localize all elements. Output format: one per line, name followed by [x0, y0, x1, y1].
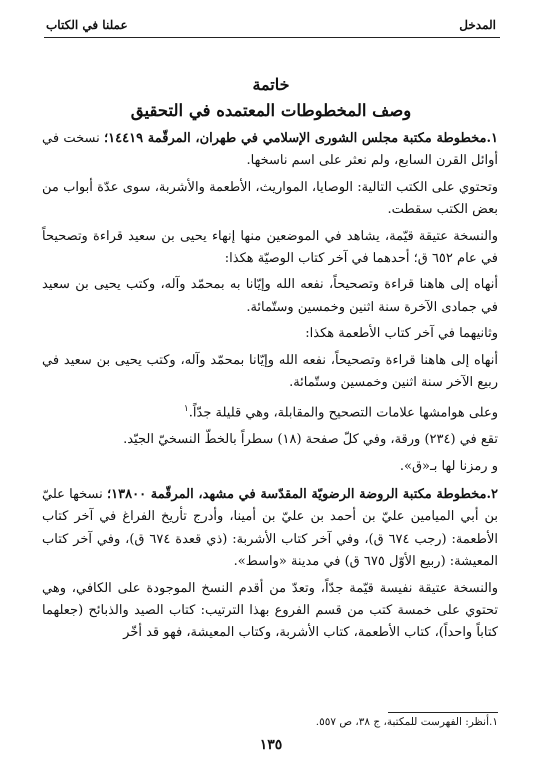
section1-description: والنسخة عتيقة قيّمة، يشاهد في الموضعين منها إنهاء يحيى بن سعيد قراءة وتصحيحاً في عام ٦٥٢ ق؛ أحدهما في آخر كتاب الوصيّة هكذا: — [42, 228, 498, 267]
section1-quote-1: أنهاه إلى هاهنا قراءة وتصحيحاً، نفعه الله وإيّانا به بمحمّد وآله، وكتب يحيى بن سعيد في جمادى الآخرة سنة اثنين وخمسين وستّمائة. — [42, 277, 498, 315]
header-rule — [44, 37, 500, 38]
footnote-rule — [388, 712, 498, 713]
section1-heading-paragraph — [42, 128, 498, 173]
running-header-section: المدخل — [459, 18, 496, 32]
section1-margins-paragraph — [42, 398, 498, 425]
section1-contents: وتحتوي على الكتب التالية: الوصايا، المواريث، الأطعمة والأشربة، سوى عدّة أبواب من بعض الكتب سقطت. — [42, 179, 498, 218]
section2-heading-tail: نسخها عليّ بن أبي الميامين عليّ بن أحمد بن عليّ بن أمينا، وأدرج تأريخ الفراغ في آخر كتاب الأطعمة: (رجب ٦٧٤ ق)، وفي آخر كتاب الأشربة: (ذي قعدة ٦٧٤ ق)، وفي آخر كتاب المعيشة: (ربيع الأوّل ٦٧٥ ق) في مدينة «واسط». — [42, 487, 498, 570]
section1-heading: ١.مخطوطة مكتبة مجلس الشورى الإسلامي في طهران، المرقّمة ١٤٤١٩؛ — [104, 131, 499, 146]
section1-quote-2: أنهاه إلى هاهنا قراءة وتصحيحاً، نفعه الله وإيّانا بمحمّد وآله، وكتب يحيى بن سعيد في ربيع الآخر سنة اثنين وخمسين وستّمائة. — [42, 352, 498, 391]
section1-margins: وعلى هوامشها علامات التصحيح والمقابلة، وهي قليلة جدّاً. — [188, 405, 498, 421]
section2-heading-paragraph — [42, 484, 498, 574]
footnote: ١.أنظر: الفهرست للمكتبة، ج ٣٨، ص ٥٥٧. — [315, 716, 498, 728]
chapter-subtitle: وصف المخطوطات المعتمده في التحقيق — [130, 101, 412, 120]
footnote-marker: ١ — [183, 404, 189, 415]
page-number: ١٣٥ — [259, 737, 283, 753]
section2-heading: ٢.مخطوطة مكتبة الروضة الرضويّة المقدّسة في مشهد، المرقّمة ١٣٨٠٠؛ — [107, 487, 498, 503]
section1-heading-tail: نسخت في أوائل القرن السابع، ولم نعثر على اسم ناسخها. — [42, 131, 498, 169]
section1-second-note: وثانيهما في آخر كتاب الأطعمة هكذا: — [305, 326, 498, 342]
section1-size: تقع في (٢٣٤) ورقة، وفي كلّ صفحة (١٨) سطراً بالخطّ النسخيّ الجيّد. — [123, 432, 498, 448]
chapter-title: خاتمة — [252, 75, 290, 94]
section2-description: والنسخة عتيقة نفيسة قيّمة جدّاً، وتعدّ من أقدم النسخ الموجودة على الكافي، وهي تحتوي على خمسة كتب من قسم الفروع بهذا الترتيب: كتاب الصيد والذبائح (جعلهما كتاباً واحداً)، كتاب الأطعمة، كتاب الأشربة، وكتاب المعيشة، فهو قد أخّر — [42, 580, 498, 641]
section1-symbol: و رمزنا لها بـ«ق». — [399, 458, 498, 474]
running-header-chapter: عملنا في الكتاب — [46, 18, 128, 32]
body-text — [42, 128, 498, 645]
